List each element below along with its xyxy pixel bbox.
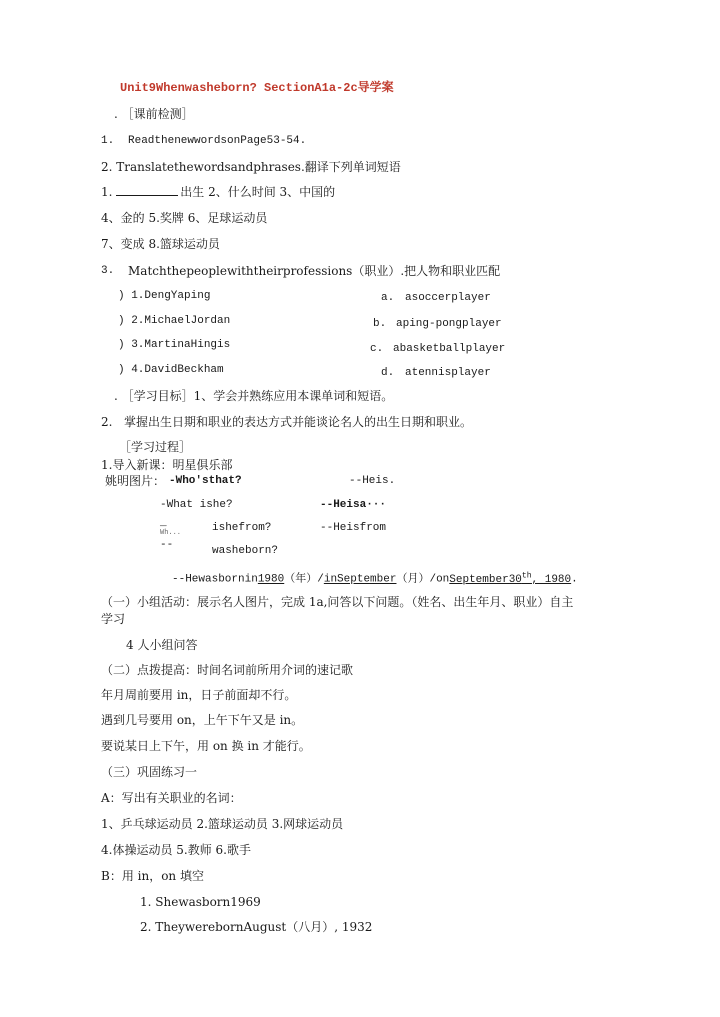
practice-a-line1: 1、乒乓球运动员 2.篮球运动员 3.网球运动员	[101, 817, 344, 831]
tips-rule1: 年月周前要用 in，日子前面却不行。	[101, 688, 297, 702]
dialogue-q4: washeborn?	[212, 545, 279, 557]
goals-line1: . ［学习目标］1、学会并熟练应用本课单词和短语。	[114, 389, 394, 403]
title-en: Unit9Whenwasheborn? SectionA1a-2c	[120, 81, 358, 95]
practice-header: （三）巩固练习一	[101, 765, 198, 779]
dialogue-q3-garbled: Wh...	[160, 529, 182, 537]
item3-number: 3.	[101, 265, 115, 277]
title-cn: 导学案	[357, 80, 394, 94]
dialogue-a3: --Heisfrom	[320, 522, 387, 534]
group-line1: （一）小组活动：展示名人图片，完成 1a,问答以下问题。（姓名、出生年月、职业）自主	[101, 595, 574, 609]
vocab-line2: 4、金的 5.奖牌 6、足球运动员	[101, 211, 268, 225]
match-left-item: ) 1.DengYaping	[118, 290, 211, 302]
answer-date	[449, 571, 572, 586]
dialogue-q4-dash: --	[160, 539, 174, 551]
answer-part: （年）/	[284, 573, 324, 586]
match-right-letter: d.	[381, 367, 395, 379]
group-line2: 学习	[101, 612, 126, 626]
dialogue-a2: --Heisa···	[320, 499, 387, 511]
vocab-line1-prefix: 1.	[101, 185, 113, 199]
dialogue-answer	[172, 569, 578, 587]
answer-month: inSeptember	[323, 573, 397, 586]
answer-date-suffix: th	[521, 571, 532, 580]
answer-date-year: , 1980	[531, 573, 572, 586]
item1-number: 1.	[101, 135, 115, 147]
match-left-item: ) 4.DavidBeckham	[118, 364, 224, 376]
match-right-text: asoccerplayer	[405, 292, 491, 304]
dialogue-q1: -Who'sthat?	[169, 475, 242, 487]
match-right-letter: c.	[370, 343, 384, 355]
pre-check-header: . ［课前检测］	[114, 107, 194, 121]
item3-text: Matchthepeoplewiththeirprofessions（职业）.把人物和职业匹配	[128, 264, 501, 278]
answer-date-text: September30	[449, 573, 522, 586]
dialogue-a1: --Heis.	[349, 475, 396, 487]
tips-header: （二）点拨提高：时间名词前所用介词的速记歌	[101, 663, 354, 677]
item1-text: ReadthenewwordsonPage53-54.	[128, 135, 307, 147]
vocab-line1	[101, 185, 335, 199]
answer-part: （月）/on	[396, 573, 450, 586]
dialogue-q2: -What ishe?	[160, 499, 233, 511]
item2-text: 2. Translatethewordsandphrases.翻译下列单词短语	[101, 160, 401, 174]
practice-a-header: A：写出有关职业的名词：	[101, 791, 242, 805]
process-picture-label: 姚明图片：	[105, 474, 166, 488]
dialogue-q3-dash: _	[160, 517, 167, 529]
vocab-line3: 7、变成 8.篮球运动员	[101, 237, 220, 251]
goals-line2: 掌握出生日期和职业的表达方式并能谈论名人的出生日期和职业。	[124, 415, 473, 429]
match-right-text: aping-pongplayer	[396, 318, 502, 330]
match-left-item: ) 3.MartinaHingis	[118, 339, 231, 351]
practice-a-line2: 4.体操运动员 5.教师 6.歌手	[101, 843, 251, 857]
process-intro: 1.导入新课：明星俱乐部	[101, 458, 233, 472]
vocab-line1-rest: 出生 2、什么时间 3、中国的	[180, 185, 336, 199]
practice-b-item: 1. Shewasborn1969	[140, 895, 261, 909]
dialogue-q3: ishefrom?	[212, 522, 272, 534]
answer-part: --Hewasbornin	[172, 573, 258, 586]
group-line3: 4 人小组问答	[126, 638, 198, 652]
goals-line2-number: 2.	[101, 415, 113, 429]
vocab-blank	[116, 185, 178, 196]
match-left-item: ) 2.MichaelJordan	[118, 315, 231, 327]
match-right-letter: b.	[373, 318, 387, 330]
practice-b-header: B：用 in，on 填空	[101, 869, 204, 883]
tips-rule2: 遇到几号要用 on，上午下午又是 in。	[101, 713, 304, 727]
match-right-text: abasketballplayer	[393, 343, 506, 355]
match-right-letter: a.	[381, 292, 395, 304]
match-right-text: atennisplayer	[405, 367, 491, 379]
tips-rule3: 要说某日上下午，用 on 换 in 才能行。	[101, 739, 311, 753]
practice-b-item: 2. TheywerebornAugust（八月）, 1932	[140, 920, 373, 934]
answer-year: 1980	[257, 573, 285, 586]
page-title	[120, 80, 394, 95]
answer-end: .	[571, 573, 578, 586]
process-header: ［学习过程］	[119, 440, 192, 454]
